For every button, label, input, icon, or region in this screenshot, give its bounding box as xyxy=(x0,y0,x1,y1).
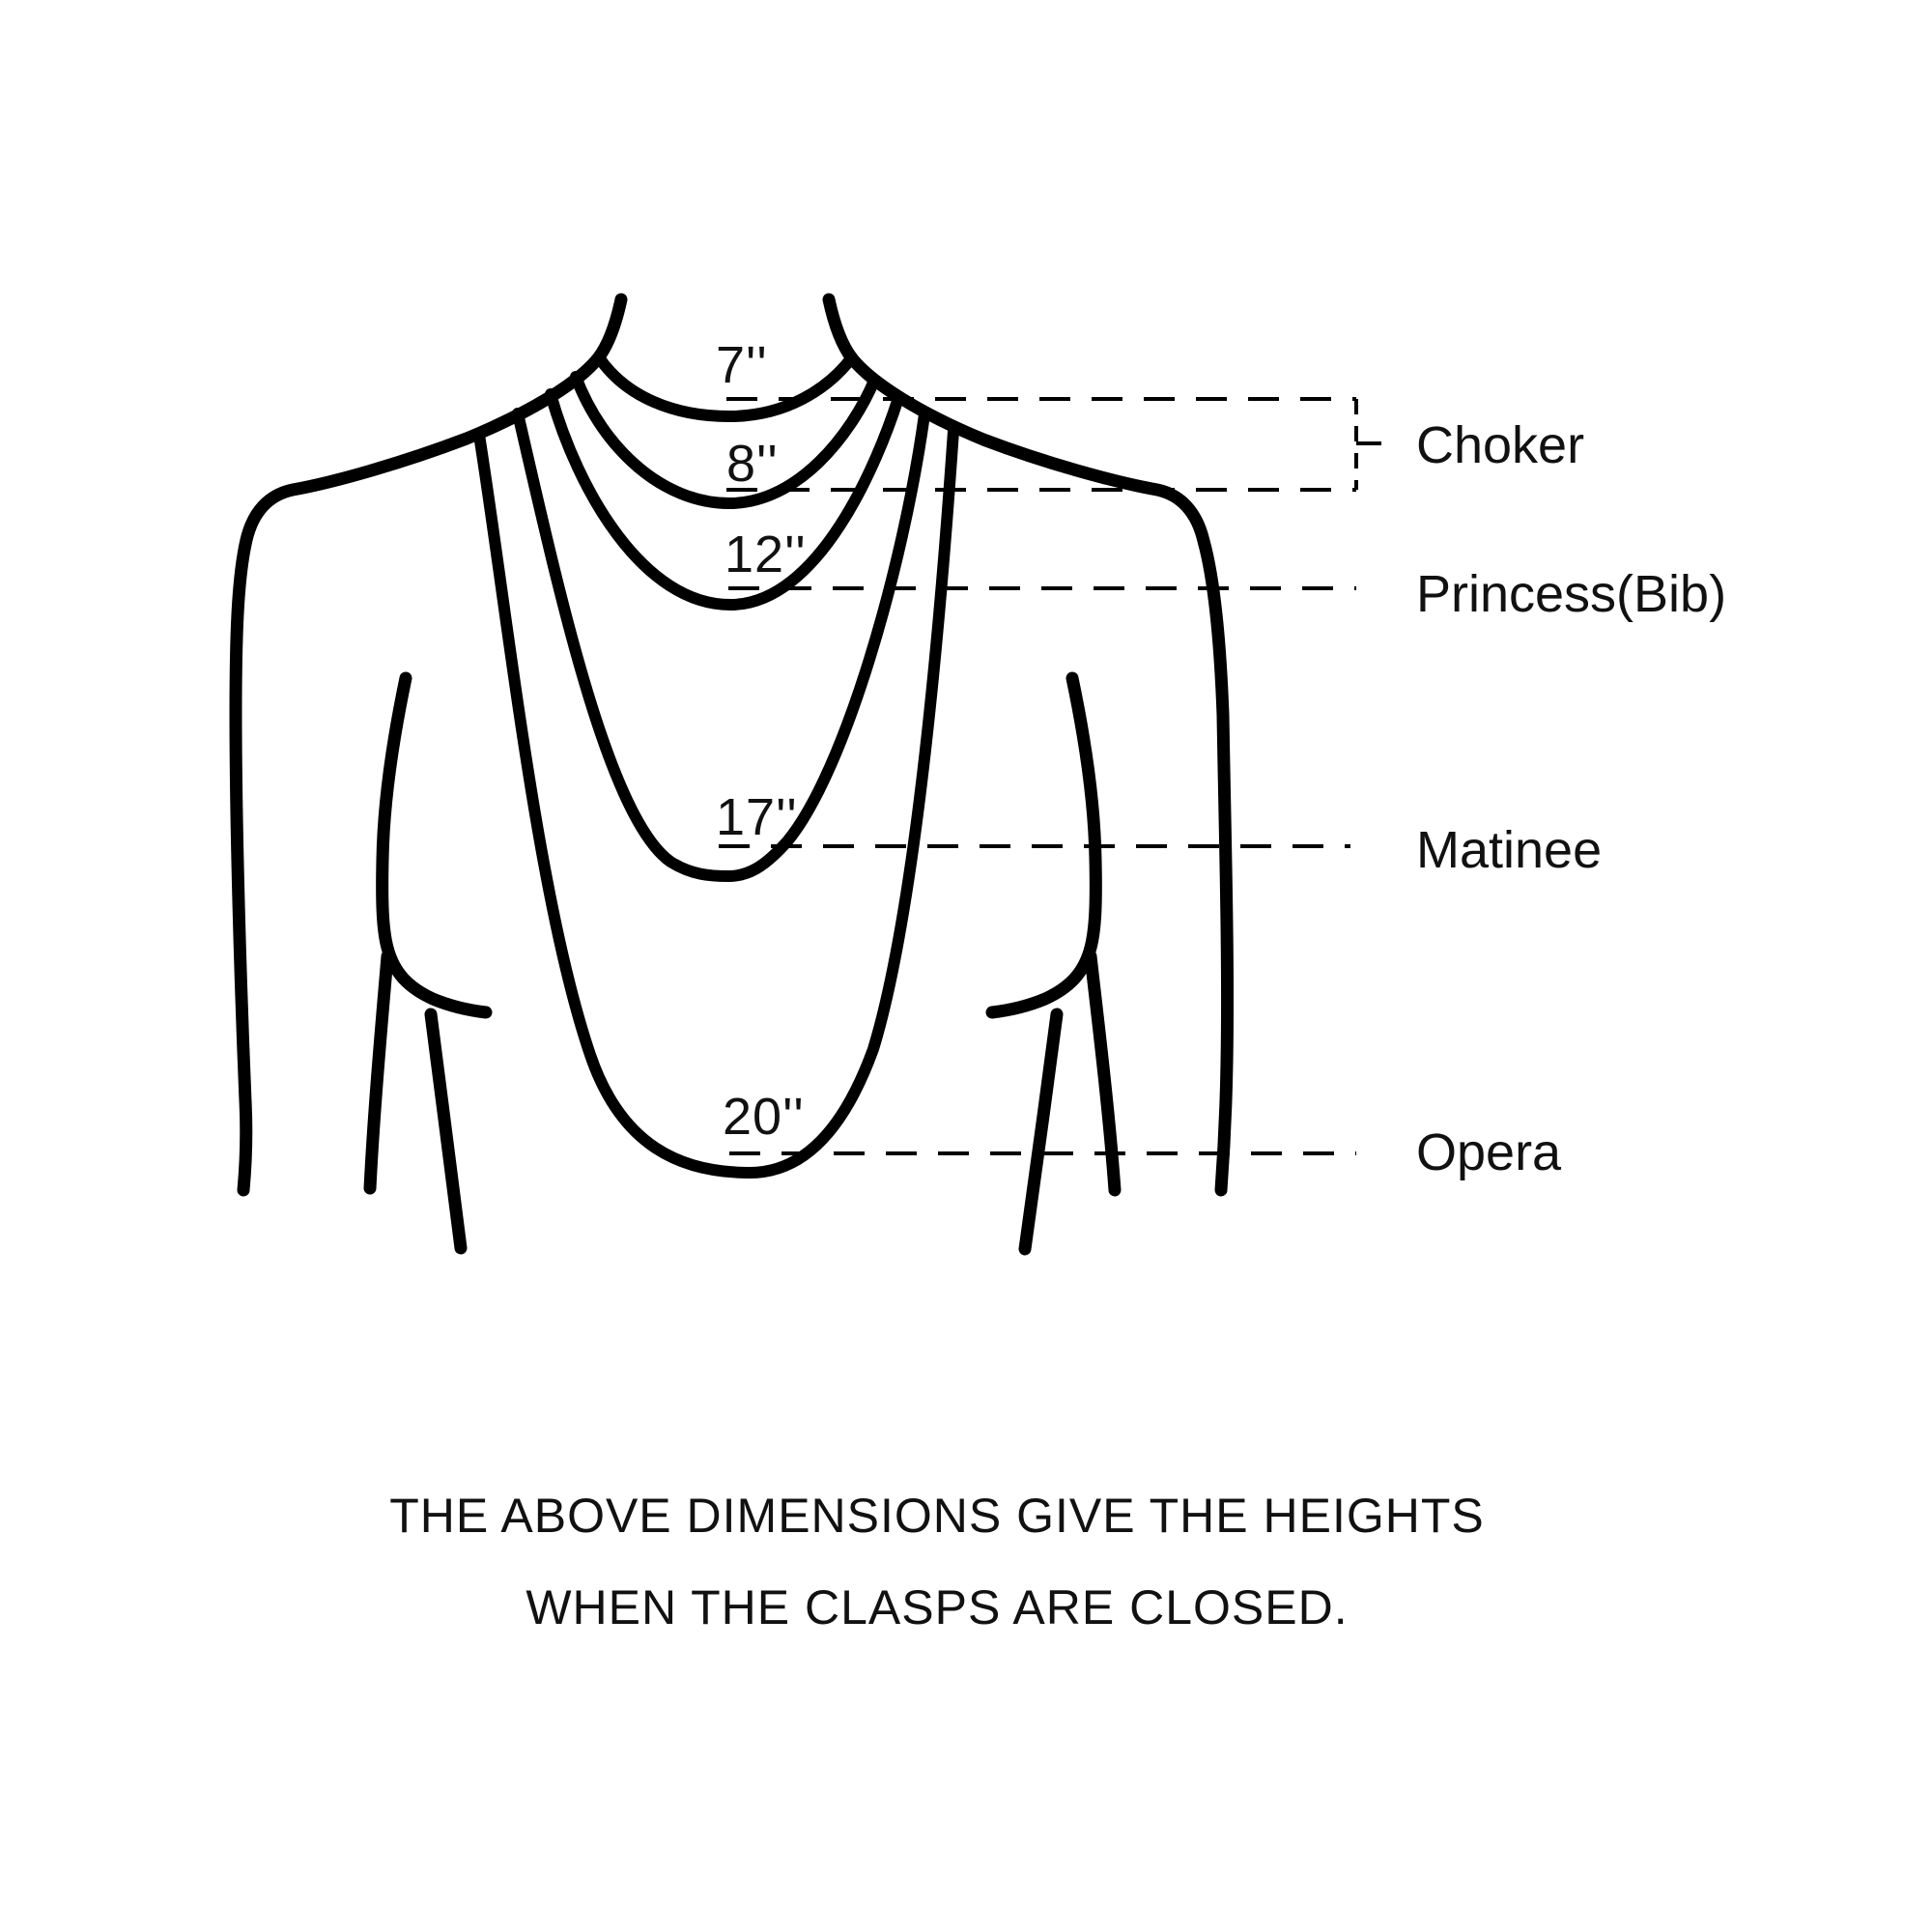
caption-line-2: WHEN THE CLASPS ARE CLOSED. xyxy=(526,1580,1349,1634)
caption-line-1: THE ABOVE DIMENSIONS GIVE THE HEIGHTS xyxy=(389,1489,1485,1543)
style-label-opera: Opera xyxy=(1416,1123,1562,1181)
size-label-8in: 8'' xyxy=(726,435,779,493)
size-label-7in: 7'' xyxy=(716,336,768,394)
style-label-princess-bib: Princess(Bib) xyxy=(1416,565,1727,623)
size-label-12in: 12'' xyxy=(724,526,807,583)
necklace-loop-8in xyxy=(576,377,874,503)
torso-side-left xyxy=(431,1014,461,1248)
breast-curve-left xyxy=(383,678,486,1012)
size-label-20in: 20'' xyxy=(723,1088,805,1146)
style-label-matinee: Matinee xyxy=(1416,821,1603,879)
chest-line-left xyxy=(370,956,387,1188)
torso-side-right xyxy=(1025,1014,1057,1249)
style-label-choker: Choker xyxy=(1416,416,1585,474)
size-label-17in: 17'' xyxy=(716,788,798,846)
necklace-loops xyxy=(479,357,953,1173)
